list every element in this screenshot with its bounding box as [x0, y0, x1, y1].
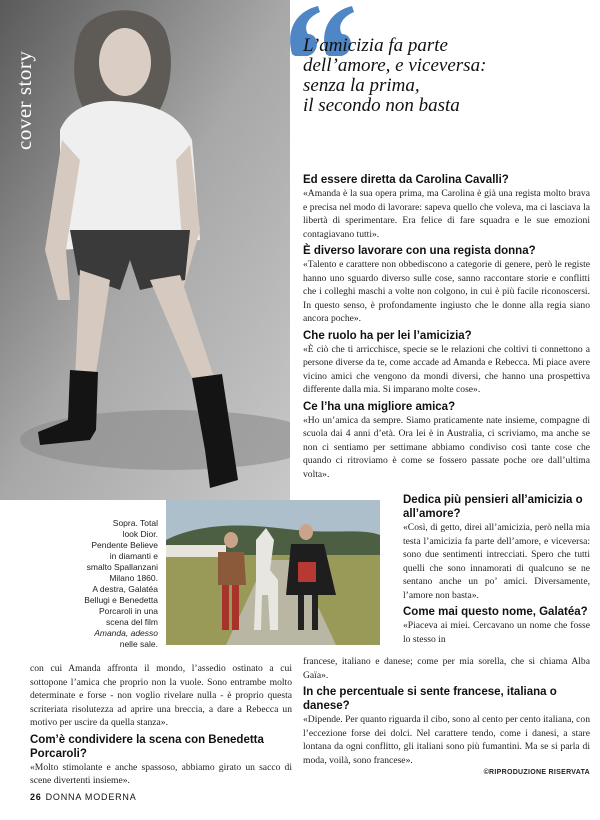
- caption-line: Bellugi e Benedetta: [84, 595, 158, 605]
- interview-question: Come mai questo nome, Galatéa?: [403, 606, 588, 618]
- caption-line: nelle sale.: [119, 639, 158, 649]
- interview-question: Che ruolo ha per lei l’amicizia?: [303, 329, 472, 342]
- pull-quote-line: il secondo non basta: [303, 95, 460, 116]
- caption-line: Pendente Believe: [91, 540, 158, 550]
- pull-quote: [303, 36, 593, 116]
- interview-answer: «Ho un’amica da sempre. Siamo praticamente nate insieme, compagne di scuola dai 4 anni d’età. Ora lei è in Australia, ci scriviamo, ma anche se non ci sentiamo per settimane abbiamo condiviso così tante cose che quando ci ritroviamo è come se fossero passate poche ore dall’ultima volta».: [303, 414, 590, 480]
- pull-quote-line: dell’amore, e viceversa:: [303, 55, 487, 76]
- interview-question: Ed essere diretta da Carolina Cavalli?: [303, 174, 509, 186]
- interview-answer: «Così, di getto, direi all’amicizia, però nella mia testa l’amicizia fa parte dell’amore, e viceversa: sono due sentimenti intrecciati. Spero che tutti quelli che sono innamorati di qualcuno se ne sentano anche un po’ amici. Diversamente, l’amore non basta».: [403, 522, 590, 601]
- page-footer: [30, 792, 137, 802]
- caption-line: Sopra. Total: [112, 518, 158, 528]
- interview-question: Com’è condividere la scena con Benedetta Porcaroli?: [30, 733, 264, 760]
- interview-question: Ce l’ha una migliore amica?: [303, 400, 456, 413]
- interview-answer: «Amanda è la sua opera prima, ma Carolina è già una regista molto brava e precisa nel modo di lavorare: sapeva quello che voleva, ma ci lasciava la libertà di sperimentare. Era felice di fare squadra e le sue emozioni contagiavano tutti».: [303, 188, 590, 240]
- interview-answer: «Molto stimolante e anche spassoso, abbiamo girato un sacco di scene divertenti insieme».: [30, 761, 292, 786]
- interview-answer: «È ciò che ti arricchisce, specie se le relazioni che coltivi ti connettono a persone diverse da te, come accade ad Amanda e Rebecca. Mi piace avere vicino amici che vengono da mondi diversi, che hanno una prospettiva differente dalla mia. Si imparano molte cose».: [303, 343, 590, 395]
- caption-line: Milano 1860.: [109, 573, 158, 583]
- interview-column-bottom: [303, 655, 590, 776]
- copyright-credit: ©RIPRODUZIONE RISERVATA: [483, 769, 590, 776]
- interview-answer: «Dipende. Per quanto riguarda il cibo, sono al cento per cento italiana, con l’eccezione forse dei dolci. Nel carattere tendo, come i danesi, a stare lontana da ogni conflitto, gli italiani sono più fumantini. Ma se si parla di moda, voilà, sono francese».: [303, 714, 590, 766]
- caption-line: in diamanti e: [109, 551, 158, 561]
- caption-line: A destra, Galatéa: [92, 584, 158, 594]
- portrait-illustration: [0, 0, 290, 500]
- photo-caption: [70, 518, 158, 650]
- interview-answer: «Talento e carattere non obbediscono a categorie di genere, però le registe hanno uno sguardo diverso sulle cose, sanno raccontare storie e conflitti che i colleghi maschi a volte non colgono, in cui è più facile riconoscersi. In questo senso, è profondamente ingiusto che le donne alla regia siano ancora poche».: [303, 259, 590, 324]
- interview-column-narrow: [403, 490, 590, 646]
- interview-column-left: [30, 662, 292, 788]
- section-label: cover story: [12, 50, 36, 150]
- interview-answer: francese, italiano e danese; come per mia sorella, che si chiama Alba Gaïa».: [303, 656, 590, 681]
- cover-photo: [0, 0, 290, 500]
- interview-answer: «Piaceva ai miei. Cercavano un nome che fosse lo stesso in: [403, 620, 590, 645]
- interview-question: Dedica più pensieri all’amicizia o all’amore?: [403, 494, 583, 520]
- interview-column: [303, 170, 590, 481]
- caption-line: scena del film: [106, 617, 158, 627]
- pull-quote-line: senza la prima,: [303, 75, 420, 96]
- film-scene-illustration: [166, 500, 380, 645]
- caption-line: Amanda, adesso: [94, 628, 158, 638]
- caption-line: smalto Spallanzani: [86, 562, 158, 572]
- interview-question: È diverso lavorare con una regista donna?: [303, 245, 536, 257]
- interview-question: In che percentuale si sente francese, italiana o danese?: [303, 686, 557, 712]
- magazine-name: DONNA MODERNA: [45, 792, 137, 802]
- interview-answer: con cui Amanda affronta il mondo, l’assedio ostinato a cui sottopone l’amica che proprio non la vuole. Sono entrambe molto determinate e forse - non voglio rivelare nulla - è proprio questa scriteriata risolutezza ad aprire una breccia, a dare a Rebecca un motivo per uscire da quella stanza».: [30, 663, 292, 728]
- pull-quote-line: L’amicizia fa parte: [303, 35, 448, 56]
- caption-line: look Dior.: [122, 529, 158, 539]
- page-number: 26: [30, 792, 42, 802]
- film-still-photo: [166, 500, 380, 645]
- caption-line: Porcaroli in una: [98, 606, 158, 616]
